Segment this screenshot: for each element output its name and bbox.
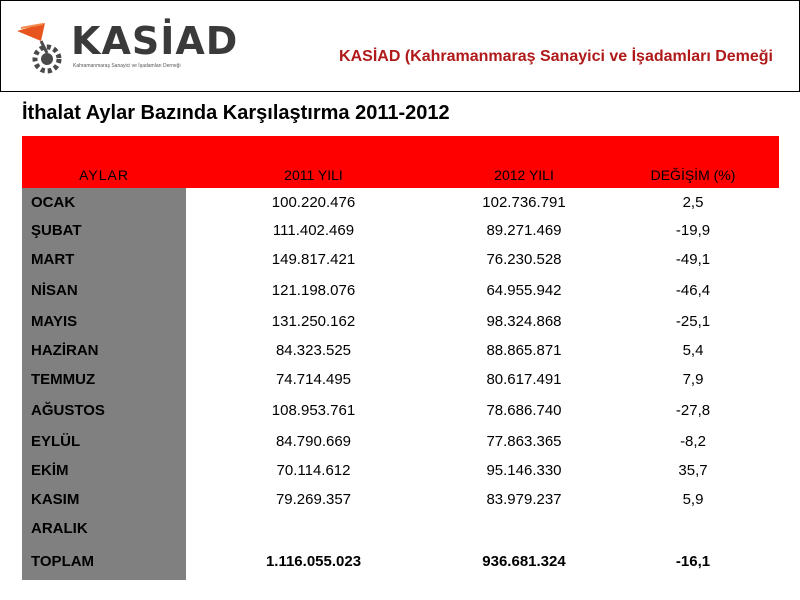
value-2011-cell: 121.198.076 <box>271 282 356 299</box>
table-header-row <box>22 136 779 188</box>
value-2012-cell: 102.736.791 <box>482 193 566 211</box>
logo-subtitle: Kahramanmaraş Sanayici ve İşadamları Derneği <box>73 63 181 69</box>
month-cell: EYLÜL <box>22 427 186 456</box>
table-row <box>22 274 779 307</box>
month-cell: ŞUBAT <box>22 216 186 245</box>
value-2012-cell <box>441 514 607 543</box>
table-row <box>22 216 779 245</box>
value-2012-cell: 80.617.491 <box>486 371 562 388</box>
value-2012-cell: 89.271.469 <box>486 222 562 239</box>
change-cell: 5,9 <box>682 491 704 508</box>
value-2012-cell: 77.863.365 <box>486 433 562 450</box>
change-cell: -49,1 <box>675 251 711 268</box>
value-2012-cell: 76.230.528 <box>486 251 562 268</box>
month-cell: OCAK <box>22 188 186 216</box>
logo-text: KASİAD <box>71 19 239 63</box>
month-cell: HAZİRAN <box>22 336 186 365</box>
table-row <box>22 336 779 365</box>
month-cell: NİSAN <box>22 274 186 307</box>
table-row <box>22 427 779 456</box>
value-2012-cell: 88.865.871 <box>486 342 562 359</box>
value-2011-cell: 70.114.612 <box>276 462 351 479</box>
change-cell: 5,4 <box>682 342 704 359</box>
import-comparison-table <box>22 136 779 580</box>
col-header-2012: 2012 YILI <box>494 167 554 183</box>
value-2012-cell: 95.146.330 <box>486 462 562 479</box>
gear-brush-logo-icon <box>15 19 75 77</box>
change-cell: -8,2 <box>680 433 706 450</box>
value-2012-cell: 78.686.740 <box>486 402 562 419</box>
value-2011-cell: 84.323.525 <box>275 342 352 359</box>
page-header <box>0 0 800 92</box>
table-row <box>22 188 779 216</box>
value-2011-cell: 111.402.469 <box>272 222 355 239</box>
col-header-change: DEĞİŞİM (%) <box>650 167 736 183</box>
value-2011-cell: 100.220.476 <box>271 193 356 211</box>
page-title: İthalat Aylar Bazında Karşılaştırma 2011-2012 <box>22 102 450 124</box>
table-row <box>22 307 779 336</box>
table-row <box>22 456 779 485</box>
value-2012-cell: 83.979.237 <box>486 491 562 508</box>
change-cell: -25,1 <box>675 313 711 330</box>
change-cell: 7,9 <box>682 371 704 388</box>
month-cell: EKİM <box>22 456 186 485</box>
change-cell <box>607 514 779 543</box>
month-cell: ARALIK <box>22 514 186 543</box>
value-2011-cell: 74.714.495 <box>275 371 352 388</box>
value-2011-cell: 108.953.761 <box>271 402 356 419</box>
value-2012-cell: 98.324.868 <box>486 313 562 330</box>
table-row <box>22 365 779 394</box>
col-header-months: AYLAR <box>79 167 129 183</box>
total-2012-cell: 936.681.324 <box>482 553 566 570</box>
table-row <box>22 514 779 543</box>
total-label-cell: TOPLAM <box>22 543 186 580</box>
value-2011-cell: 149.817.421 <box>271 251 356 268</box>
total-2011-cell: 1.116.055.023 <box>265 553 362 570</box>
change-cell: -19,9 <box>675 222 711 239</box>
month-cell: MART <box>22 245 186 274</box>
month-cell: MAYIS <box>22 307 186 336</box>
change-cell: -27,8 <box>675 402 711 419</box>
month-cell: AĞUSTOS <box>22 394 186 427</box>
value-2011-cell: 79.269.357 <box>275 491 352 508</box>
table-row <box>22 485 779 514</box>
total-change-cell: -16,1 <box>675 553 711 570</box>
month-cell: TEMMUZ <box>22 365 186 394</box>
value-2012-cell: 64.955.942 <box>486 282 562 299</box>
col-header-2011: 2011 YILI <box>284 167 343 183</box>
table-row <box>22 394 779 427</box>
change-cell: 2,5 <box>682 193 704 211</box>
value-2011-cell <box>186 514 441 543</box>
header-title: KASİAD (Kahramanmaraş Sanayici ve İşadamları Demeği <box>339 48 773 65</box>
change-cell: -46,4 <box>675 282 711 299</box>
change-cell: 35,7 <box>678 462 708 479</box>
table-row <box>22 245 779 274</box>
month-cell: KASIM <box>22 485 186 514</box>
value-2011-cell: 131.250.162 <box>271 313 356 330</box>
table-total-row <box>22 543 779 580</box>
kasiad-logo <box>15 19 239 77</box>
value-2011-cell: 84.790.669 <box>275 433 352 450</box>
